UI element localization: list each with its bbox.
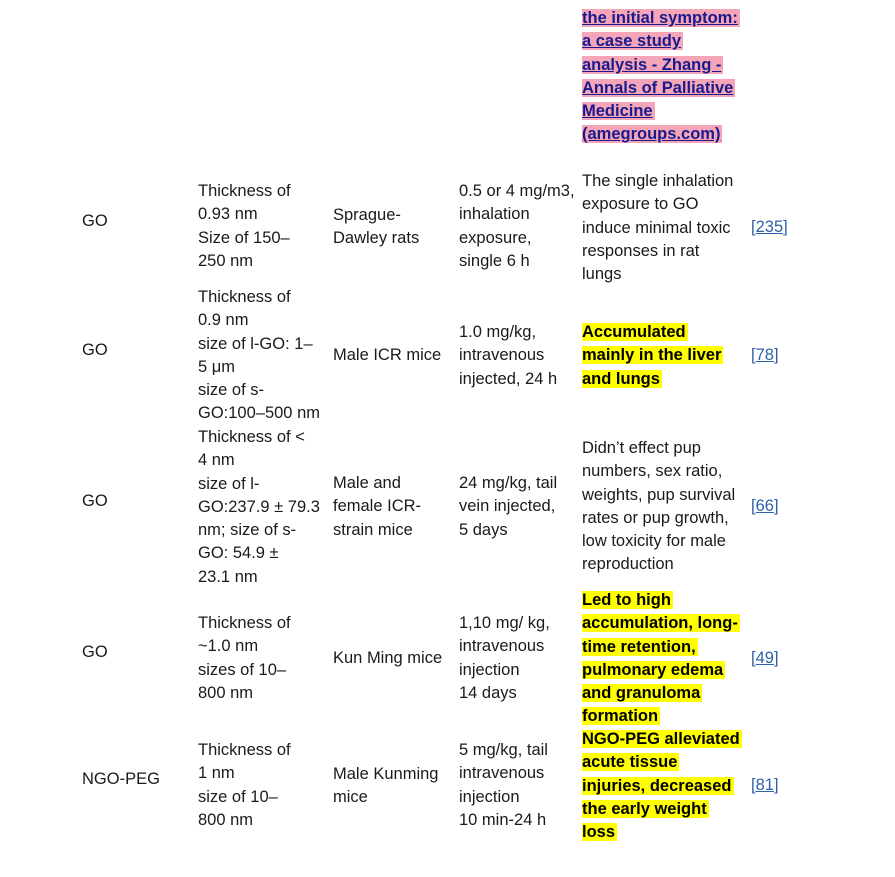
model-cell: Sprague- Dawley rats [333, 206, 420, 248]
material-cell: GO [82, 643, 108, 661]
link-line: the initial symptom: [582, 9, 738, 27]
model-cell: Male Kunming mice [333, 765, 439, 807]
dose-cell: 5 mg/kg, tail intravenous injection 10 min-24 h [459, 741, 548, 829]
size-cell: Thickness of ~1.0 nm sizes of 10– 800 nm [198, 614, 291, 702]
material-cell: GO [82, 212, 108, 230]
reference-link[interactable]: [235] [751, 218, 788, 236]
effect-cell: Didn’t effect pup numbers, sex ratio, weights, pup survival rates or pup growth, low toxicity for male reproduction [582, 439, 736, 574]
effect-cell: The single inhalation exposure to GO induce minimal toxic responses in rat lungs [582, 172, 734, 284]
link-line: analysis - Zhang - [582, 55, 722, 74]
reference-link[interactable]: [78] [751, 346, 779, 364]
material-cell: GO [82, 492, 108, 510]
dose-cell: 0.5 or 4 mg/m3, inhalation exposure, single 6 h [459, 182, 575, 270]
reference-link-title[interactable] [582, 7, 740, 147]
model-cell: Male ICR mice [333, 346, 442, 364]
dose-cell: 1,10 mg/ kg, intravenous injection 14 days [459, 614, 550, 702]
effect-cell: NGO-PEG alleviated acute tissue injuries, decreased the early weight loss [582, 730, 740, 842]
link-line: Medicine [582, 102, 653, 121]
link-line: a case study [582, 32, 682, 51]
reference-link[interactable]: [49] [751, 649, 779, 667]
size-cell: Thickness of 0.93 nm Size of 150– 250 nm [198, 182, 291, 270]
material-cell: GO [82, 341, 108, 359]
effect-cell: Led to high accumulation, long- time retention, pulmonary edema and granuloma formation [582, 591, 738, 726]
reference-link[interactable]: [81] [751, 776, 779, 794]
reference-link[interactable]: [66] [751, 497, 779, 515]
dose-cell: 1.0 mg/kg, intravenous injected, 24 h [459, 323, 558, 388]
size-cell: Thickness of < 4 nm size of l- GO:237.9 ± 79.3 nm; size of s- GO: 54.9 ± 23.1 nm [198, 428, 320, 586]
size-cell: Thickness of 1 nm size of 10– 800 nm [198, 741, 291, 829]
model-cell: Kun Ming mice [333, 649, 443, 667]
size-cell: Thickness of 0.9 nm size of l-GO: 1– 5 μm size of s- GO:100–500 nm [198, 288, 320, 423]
link-line: Annals of Palliative [582, 78, 734, 97]
dose-cell: 24 mg/kg, tail vein injected, 5 days [459, 474, 558, 539]
effect-cell: Accumulated mainly in the liver and lungs [582, 323, 722, 388]
model-cell: Male and female ICR- strain mice [333, 474, 422, 539]
material-cell: NGO-PEG [82, 770, 160, 788]
link-line: (amegroups.com) [582, 125, 721, 144]
